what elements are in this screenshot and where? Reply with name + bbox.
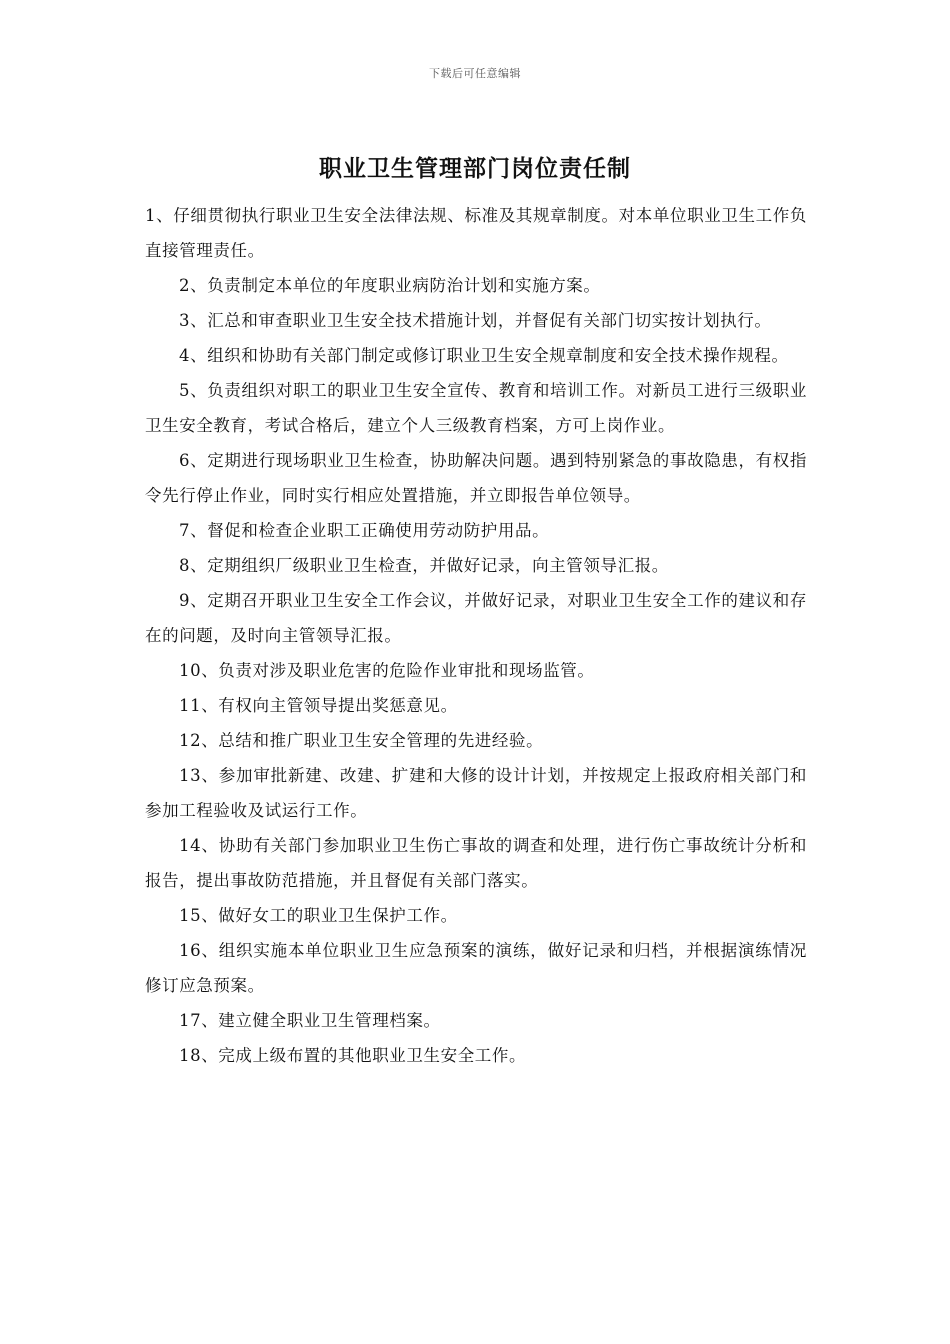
paragraph-11: 11、有权向主管领导提出奖惩意见。 — [179, 696, 458, 715]
paragraph-7: 7、督促和检查企业职工正确使用劳动防护用品。 — [179, 521, 550, 540]
document-body — [145, 198, 807, 1073]
paragraph-10: 10、负责对涉及职业危害的危险作业审批和现场监管。 — [179, 661, 595, 680]
paragraph-15: 15、做好女工的职业卫生保护工作。 — [179, 906, 458, 925]
paragraph-12: 12、总结和推广职业卫生安全管理的先进经验。 — [179, 731, 544, 750]
paragraph-4: 4、组织和协助有关部门制定或修订职业卫生安全规章制度和安全技术操作规程。 — [179, 346, 789, 365]
paragraph-5: 5、负责组织对职工的职业卫生安全宣传、教育和培训工作。对新员工进行三级职业卫生安全教育，考试合格后，建立个人三级教育档案，方可上岗作业。 — [145, 381, 807, 435]
paragraph-6: 6、定期进行现场职业卫生检查，协助解决问题。遇到特别紧急的事故隐患，有权指令先行停止作业，同时实行相应处置措施，并立即报告单位领导。 — [145, 451, 807, 505]
paragraph-1: 1、仔细贯彻执行职业卫生安全法律法规、标准及其规章制度。对本单位职业卫生工作负直接管理责任。 — [145, 206, 807, 260]
paragraph-18: 18、完成上级布置的其他职业卫生安全工作。 — [179, 1046, 527, 1065]
paragraph-3: 3、汇总和审查职业卫生安全技术措施计划，并督促有关部门切实按计划执行。 — [179, 311, 772, 330]
paragraph-2: 2、负责制定本单位的年度职业病防治计划和实施方案。 — [179, 276, 601, 295]
paragraph-13: 13、参加审批新建、改建、扩建和大修的设计计划，并按规定上报政府相关部门和参加工程验收及试运行工作。 — [145, 766, 807, 820]
paragraph-16: 16、组织实施本单位职业卫生应急预案的演练，做好记录和归档，并根据演练情况修订应急预案。 — [145, 941, 807, 995]
paragraph-9: 9、定期召开职业卫生安全工作会议，并做好记录，对职业卫生安全工作的建议和存在的问题，及时向主管领导汇报。 — [145, 591, 807, 645]
paragraph-17: 17、建立健全职业卫生管理档案。 — [179, 1011, 441, 1030]
header-note: 下载后可任意编辑 — [429, 67, 521, 80]
paragraph-14: 14、协助有关部门参加职业卫生伤亡事故的调查和处理，进行伤亡事故统计分析和报告，提出事故防范措施，并且督促有关部门落实。 — [145, 836, 807, 890]
document-title: 职业卫生管理部门岗位责任制 — [319, 156, 631, 182]
paragraph-8: 8、定期组织厂级职业卫生检查，并做好记录，向主管领导汇报。 — [179, 556, 669, 575]
